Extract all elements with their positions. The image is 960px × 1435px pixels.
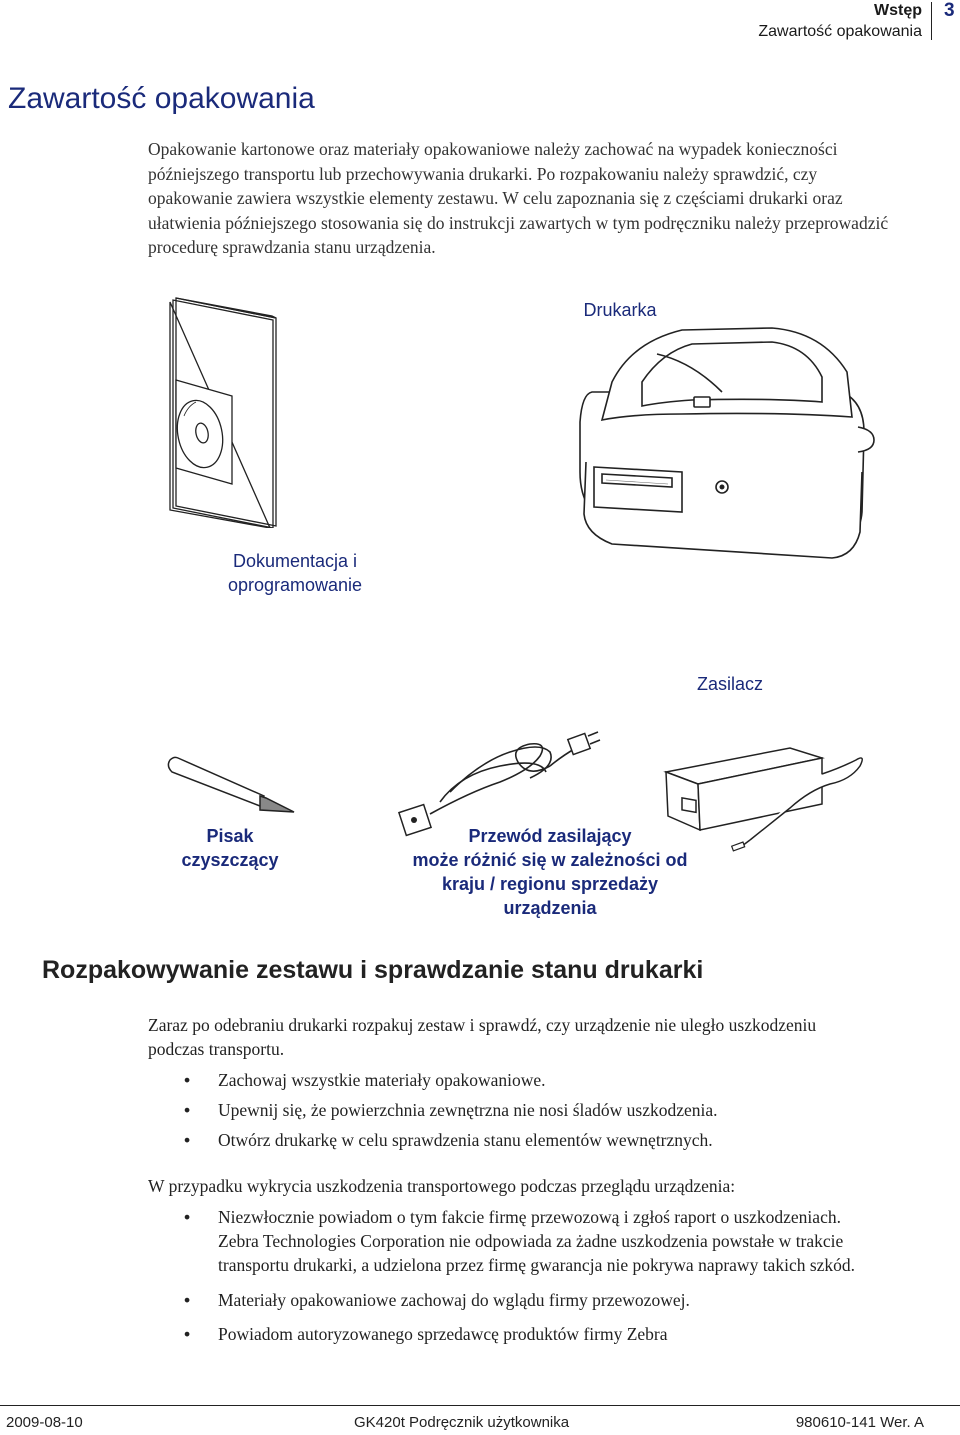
caption-cleaning-pen: Pisak czyszczący <box>181 826 279 870</box>
footer-doc-id: 980610-141 Wer. A <box>795 1414 924 1431</box>
header-subsection: Zawartość opakowania <box>758 23 922 40</box>
documentation-illustration <box>150 296 290 528</box>
header-divider <box>931 2 932 40</box>
caption-power-supply: Zasilacz <box>696 674 763 694</box>
caption-printer: Drukarka <box>583 300 657 320</box>
cleaning-pen-illustration <box>160 752 300 822</box>
list-item: • Zachowaj wszystkie materiały opakowaniowe. <box>148 1068 868 1092</box>
damage-intro: W przypadku wykrycia uszkodzenia transportowego podczas przeglądu urządzenia: <box>148 1176 736 1196</box>
footer-divider <box>0 1405 960 1406</box>
running-header <box>758 0 922 42</box>
caption-power-cord: Przewód zasilający może różnić się w zależności od kraju / regionu sprzedaży urządzenia <box>412 826 688 918</box>
list-item: • Powiadom autoryzowanego sprzedawcę produktów firmy Zebra <box>148 1322 868 1346</box>
printer-illustration <box>572 322 884 562</box>
damage-list <box>148 1205 868 1346</box>
list-item: • Upewnij się, że powierzchnia zewnętrzna nie nosi śladów uszkodzenia. <box>148 1098 868 1122</box>
header-section: Wstęp <box>874 2 922 19</box>
intro-paragraph: Opakowanie kartonowe oraz materiały opakowaniowe należy zachować na wypadek konieczności późniejszego transportu lub przechowywania drukarki. Po rozpakowaniu należy sprawdzić, czy opakowanie zawiera wszystkie elementy zestawu. W celu zapoznania się z częściami drukarki oraz ułatwienia późniejszego stosowania się do instrukcji zawartych w tym podręczniku należy przeprowadzić procedurę sprawdzania stanu urządzenia. <box>148 139 889 257</box>
list-item: • Materiały opakowaniowe zachowaj do wglądu firmy przewozowej. <box>148 1288 868 1312</box>
page-title: Zawartość opakowania <box>8 82 315 115</box>
list-item: • Otwórz drukarkę w celu sprawdzenia stanu elementów wewnętrznych. <box>148 1128 868 1152</box>
power-cord-illustration <box>390 722 602 840</box>
check-list <box>148 1068 868 1152</box>
page-number: 3 <box>944 0 955 21</box>
unpack-intro: Zaraz po odebraniu drukarki rozpakuj zestaw i sprawdź, czy urządzenie nie uległo uszkodzeniu podczas transportu. <box>148 1015 817 1059</box>
caption-documentation: Dokumentacja i oprogramowanie <box>227 551 363 595</box>
footer-manual-title: GK420t Podręcznik użytkownika <box>354 1414 570 1431</box>
footer-date: 2009-08-10 <box>6 1414 83 1431</box>
section-heading: Rozpakowywanie zestawu i sprawdzanie stanu drukarki <box>42 956 704 984</box>
list-item: • Niezwłocznie powiadom o tym fakcie firmę przewozową i zgłoś raport o uszkodzeniach. Zebra Technologies Corporation nie odpowiada za żadne uszkodzenia powstałe w trakcie transportu drukarki, a udzielona przez firmę gwarancja nie pokrywa naprawy takich szkód. <box>148 1205 868 1277</box>
